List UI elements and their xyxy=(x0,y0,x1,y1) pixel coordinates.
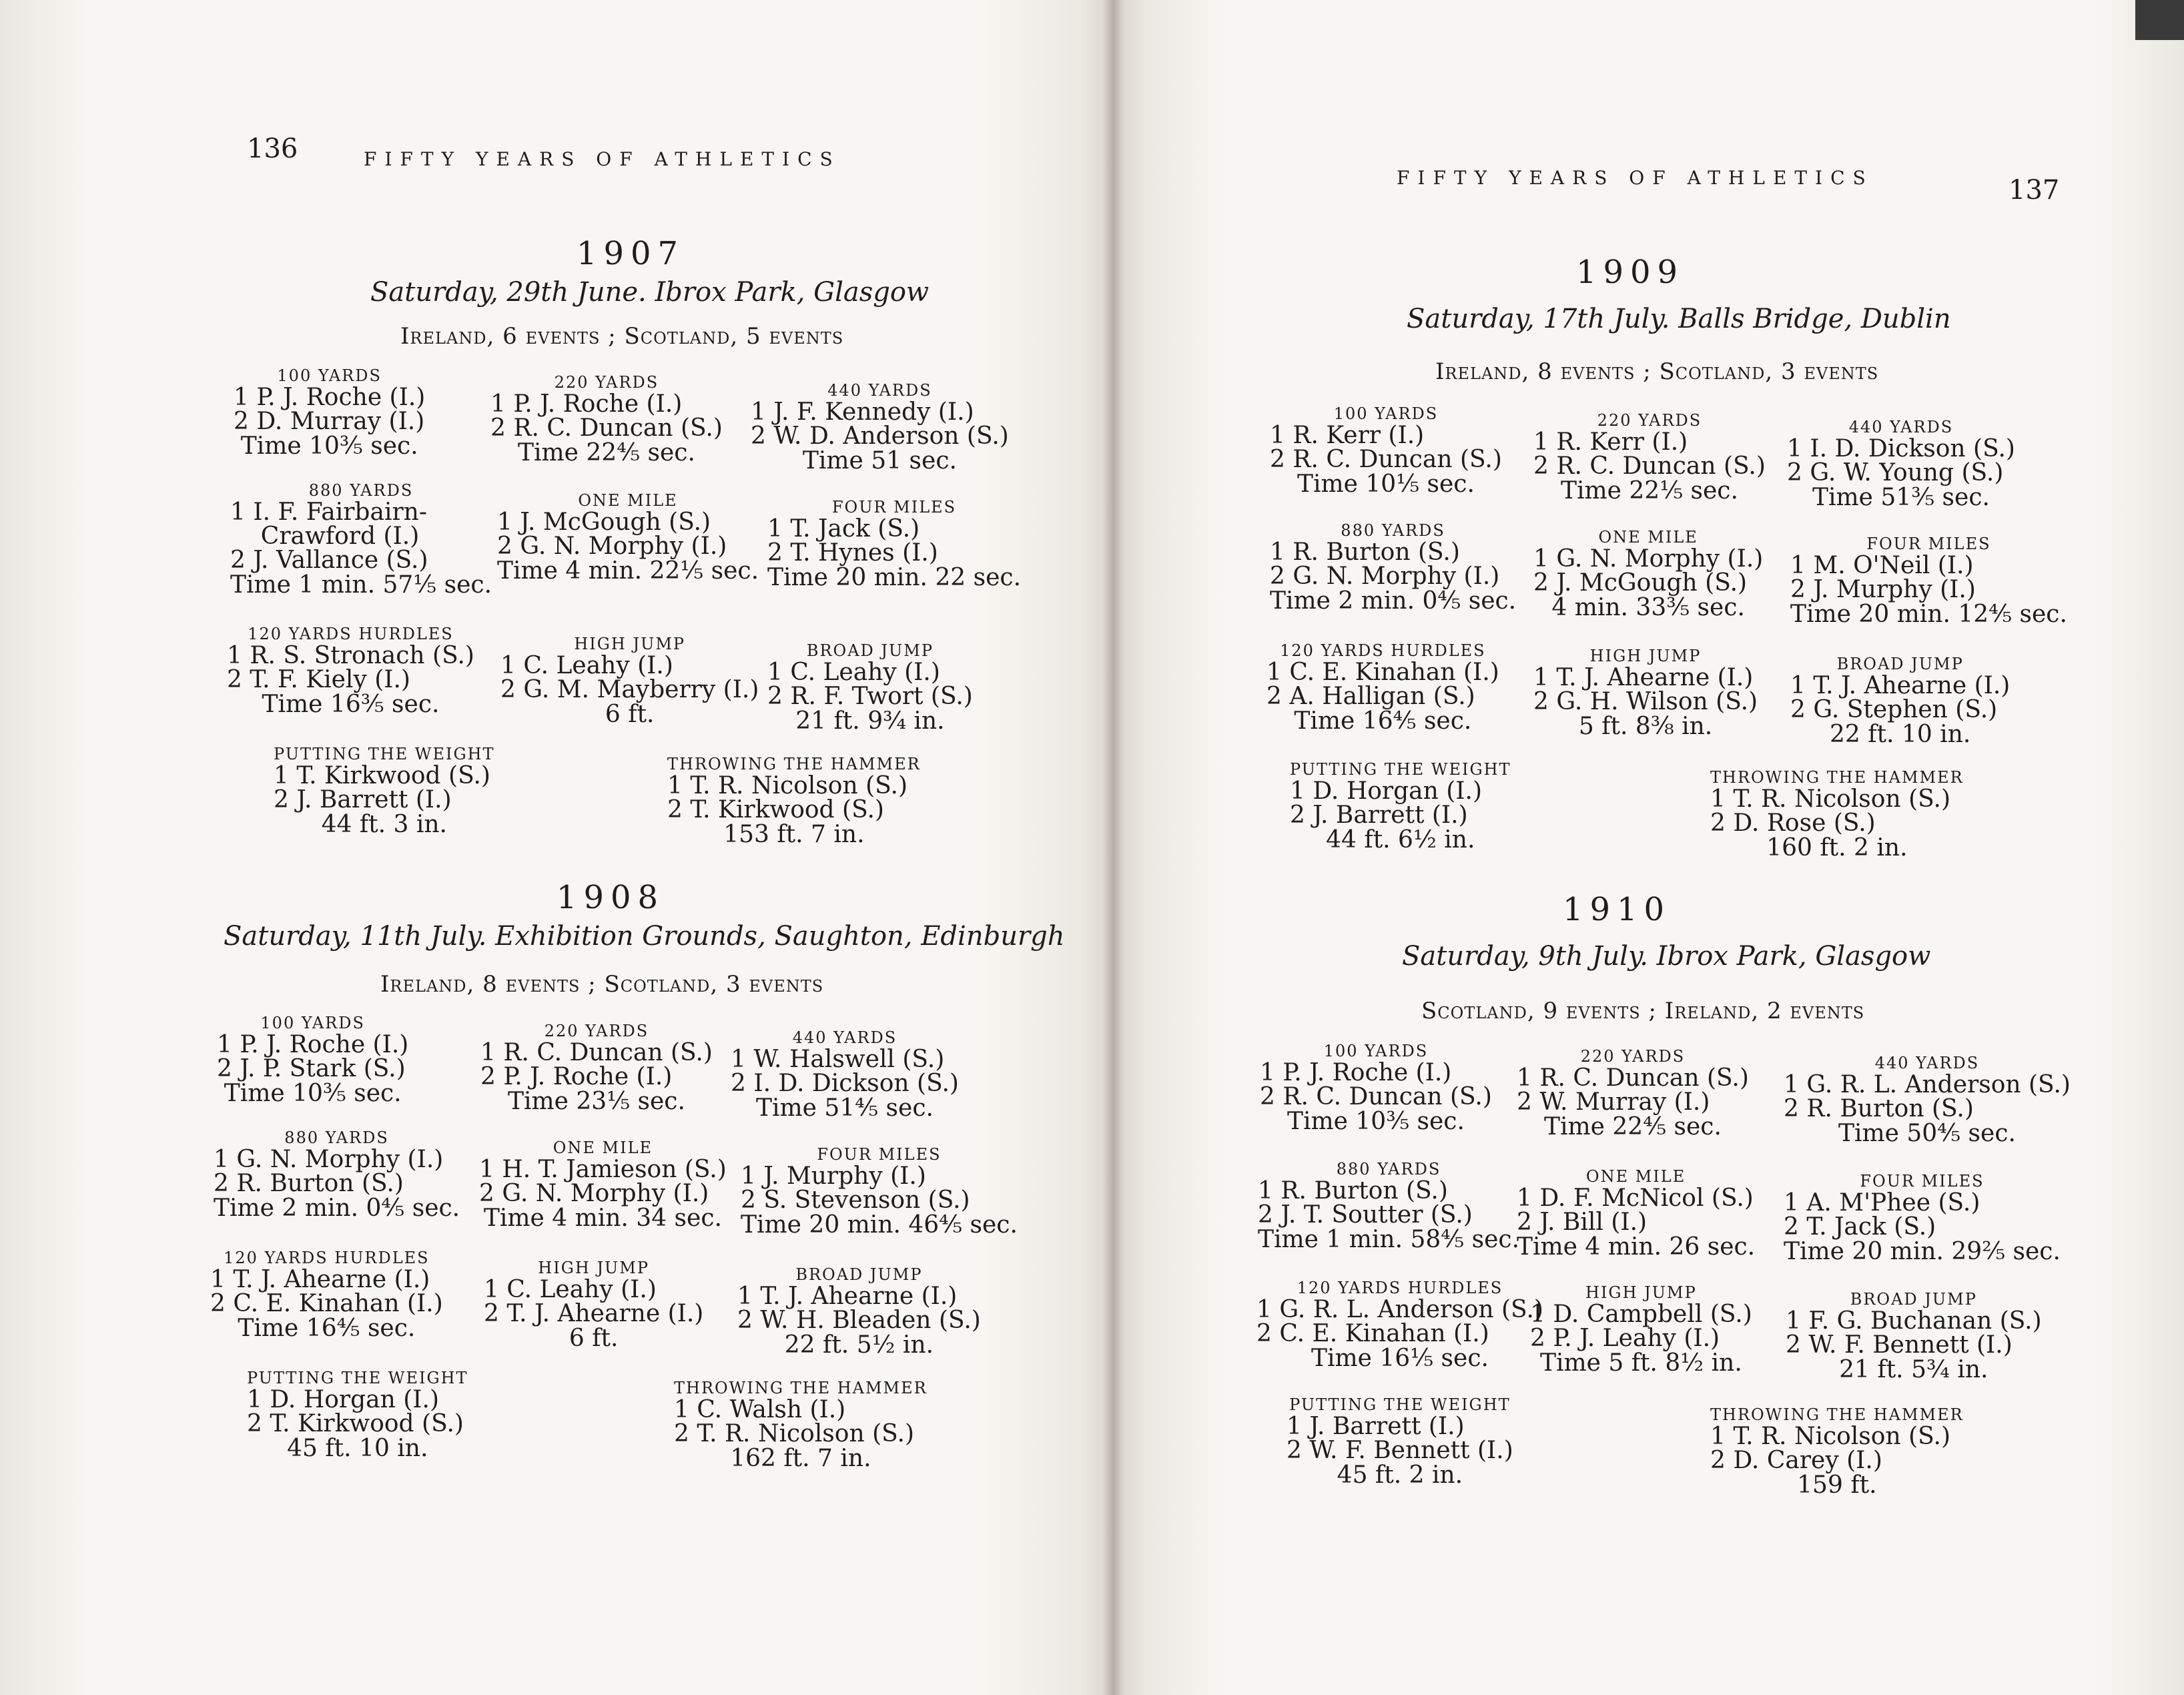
event-title: 100 YARDS xyxy=(1323,1042,1429,1060)
event-result: Time 16⅘ sec. xyxy=(1294,707,1472,735)
event-block xyxy=(1517,1046,1749,1140)
placing-line: 1 R. Burton (S.) xyxy=(1258,1177,1448,1205)
event-block xyxy=(234,366,425,459)
year-heading: 1910 xyxy=(1562,891,1672,928)
placing-line: 2 D. Rose (S.) xyxy=(1710,809,1876,837)
event-title: THROWING THE HAMMER xyxy=(1710,1405,1964,1424)
placing-line: 1 G. R. L. Anderson (S.) xyxy=(1256,1296,1543,1323)
event-result: Time 4 min. 26 sec. xyxy=(1517,1233,1756,1261)
event-block xyxy=(1533,646,1758,739)
event-block xyxy=(1790,534,2067,627)
placing-line: 2 G. W. Young (S.) xyxy=(1787,459,2004,486)
placing-line: 2 G. H. Wilson (S.) xyxy=(1533,688,1758,715)
event-result: 22 ft. 10 in. xyxy=(1830,721,1971,748)
placing-line: 2 G. Stephen (S.) xyxy=(1790,696,1998,723)
event-block xyxy=(210,1248,443,1341)
placing-line: 1 T. J. Ahearne (I.) xyxy=(1790,672,2011,699)
event-result: Time 10⅕ sec. xyxy=(1297,470,1475,498)
placing-line: 1 T. J. Ahearne (I.) xyxy=(210,1266,430,1293)
placing-line: 2 D. Murray (I.) xyxy=(234,408,425,435)
event-block xyxy=(490,372,723,466)
event-result: Time 4 min. 34 sec. xyxy=(483,1205,722,1232)
placing-line: 1 R. C. Duncan (S.) xyxy=(1517,1064,1749,1092)
event-block xyxy=(1533,410,1766,504)
event-result: 160 ft. 2 in. xyxy=(1766,834,1908,862)
placing-line: 2 G. N. Morphy (I.) xyxy=(1270,563,1500,590)
event-block xyxy=(767,497,1021,591)
placing-line: 1 M. O'Neil (I.) xyxy=(1790,552,1974,579)
placing-line: 2 T. Jack (S.) xyxy=(1784,1213,1936,1241)
event-block xyxy=(480,1021,713,1114)
event-result: Time 20 min. 22 sec. xyxy=(767,564,1022,591)
placing-line: 1 R. C. Duncan (S.) xyxy=(480,1039,713,1066)
event-title: HIGH JUMP xyxy=(1585,1283,1697,1302)
event-title: 120 YARDS HURDLES xyxy=(224,1249,430,1267)
event-result: Time 4 min. 22⅕ sec. xyxy=(497,557,759,585)
placing-line: 2 W. F. Bennett (I.) xyxy=(1786,1331,2013,1359)
placing-line: 2 J. Bill (I.) xyxy=(1517,1209,1648,1236)
placing-line: 1 G. N. Morphy (I.) xyxy=(214,1146,444,1173)
placing-line: 2 R. C. Duncan (S.) xyxy=(1533,452,1766,480)
event-block xyxy=(230,480,492,598)
event-title: 100 YARDS xyxy=(277,366,382,385)
placing-line: 1 C. Leahy (I.) xyxy=(767,659,940,686)
placing-line: 1 H. T. Jamieson (S.) xyxy=(479,1156,727,1183)
placing-line: 2 T. J. Ahearne (I.) xyxy=(484,1300,704,1327)
placing-line: 2 R. Burton (S.) xyxy=(214,1170,404,1197)
event-title: BROAD JUMP xyxy=(795,1265,923,1284)
event-title: PUTTING THE WEIGHT xyxy=(1289,1395,1511,1414)
placing-line: 2 T. R. Nicolson (S.) xyxy=(674,1420,914,1447)
event-result: 4 min. 33⅗ sec. xyxy=(1551,594,1745,621)
event-block xyxy=(1270,404,1502,497)
event-block xyxy=(1784,1053,2071,1146)
running-head: FIFTY YEARS OF ATHLETICS xyxy=(364,148,841,170)
placing-line: 1 I. F. Fairbairn- xyxy=(230,498,428,526)
event-block xyxy=(1256,1278,1543,1371)
placing-line: 1 R. Kerr (I.) xyxy=(1270,422,1425,449)
score-line: Ireland, 6 events ; Scotland, 5 events xyxy=(400,323,844,350)
event-title: FOUR MILES xyxy=(1866,535,1991,553)
event-title: 440 YARDS xyxy=(1848,418,1954,436)
event-result: 6 ft. xyxy=(605,701,655,728)
event-title: FOUR MILES xyxy=(831,498,957,517)
event-block xyxy=(731,1028,959,1121)
placing-line: 1 J. McGough (S.) xyxy=(497,508,711,536)
event-block xyxy=(497,490,759,584)
event-result: Time 23⅕ sec. xyxy=(507,1088,685,1115)
event-block xyxy=(1787,417,2015,511)
event-title: 880 YARDS xyxy=(308,481,414,500)
event-result: Time 16⅗ sec. xyxy=(262,691,440,718)
event-title: 880 YARDS xyxy=(1336,1160,1441,1178)
placing-line: 1 T. R. Nicolson (S.) xyxy=(1710,1423,1950,1450)
event-block xyxy=(1517,1166,1755,1260)
placing-line: 2 G. N. Morphy (I.) xyxy=(497,533,727,560)
event-block xyxy=(479,1138,727,1231)
placing-line: 2 W. Murray (I.) xyxy=(1517,1088,1710,1116)
event-result: Time 10⅗ sec. xyxy=(224,1080,402,1107)
placing-line: 1 R. Burton (S.) xyxy=(1270,539,1460,566)
event-title: PUTTING THE WEIGHT xyxy=(1290,760,1511,779)
placing-line: 1 W. Halswell (S.) xyxy=(731,1046,945,1073)
event-title: 880 YARDS xyxy=(1341,521,1445,540)
event-block xyxy=(674,1378,928,1471)
placing-line: 1 D. Horgan (I.) xyxy=(1290,777,1482,805)
event-title: FOUR MILES xyxy=(1860,1172,1984,1191)
event-title: BROAD JUMP xyxy=(806,641,934,660)
event-result: Time 20 min. 46⅘ sec. xyxy=(741,1211,1018,1239)
event-result: 21 ft. 5¾ in. xyxy=(1839,1356,1988,1383)
placing-line: 1 I. D. Dickson (S.) xyxy=(1787,435,2015,462)
placing-line: 1 R. Kerr (I.) xyxy=(1533,428,1688,456)
placing-line: 2 I. D. Dickson (S.) xyxy=(731,1070,959,1097)
event-result: Time 1 min. 57⅕ sec. xyxy=(230,571,492,599)
event-block xyxy=(1533,527,1763,621)
event-title: HIGH JUMP xyxy=(574,635,686,653)
event-result: Time 16⅘ sec. xyxy=(238,1315,416,1342)
placing-line: 1 T. J. Ahearne (I.) xyxy=(1533,664,1754,691)
event-result: 45 ft. 2 in. xyxy=(1337,1461,1463,1489)
placing-line: 1 C. E. Kinahan (I.) xyxy=(1266,659,1499,686)
placing-line: 2 C. E. Kinahan (I.) xyxy=(1256,1320,1489,1347)
event-title: 120 YARDS HURDLES xyxy=(248,625,454,643)
page-number: 137 xyxy=(2009,175,2060,206)
event-result: Time 51 sec. xyxy=(802,447,957,474)
event-result: 5 ft. 8⅜ in. xyxy=(1578,713,1713,740)
score-line: Scotland, 9 events ; Ireland, 2 events xyxy=(1421,998,1865,1024)
event-title: BROAD JUMP xyxy=(1850,1290,1977,1309)
placing-line: 2 J. Barrett (I.) xyxy=(274,786,452,813)
placing-line: 1 C. Leahy (I.) xyxy=(484,1276,657,1303)
placing-line: 1 J. Murphy (I.) xyxy=(741,1162,926,1190)
event-result: 153 ft. 7 in. xyxy=(723,821,865,848)
score-line: Ireland, 8 events ; Scotland, 3 events xyxy=(380,971,824,998)
placing-line: 1 T. Jack (S.) xyxy=(767,515,920,543)
placing-line: 2 A. Halligan (S.) xyxy=(1266,683,1475,710)
event-result: Time 10⅗ sec. xyxy=(240,432,418,460)
placing-line: 2 S. Stevenson (S.) xyxy=(741,1186,970,1214)
event-title: THROWING THE HAMMER xyxy=(674,1379,928,1397)
placing-line: 2 J. Vallance (S.) xyxy=(230,547,428,574)
placing-line: 1 C. Walsh (I.) xyxy=(674,1396,846,1423)
event-title: 100 YARDS xyxy=(260,1014,365,1032)
placing-line: 1 T. Kirkwood (S.) xyxy=(274,762,490,789)
event-block xyxy=(214,1128,460,1221)
event-title: ONE MILE xyxy=(553,1138,653,1157)
year-heading: 1908 xyxy=(556,879,665,916)
event-title: THROWING THE HAMMER xyxy=(1710,768,1964,787)
placing-line: 2 R. Burton (S.) xyxy=(1784,1095,1974,1122)
placing-line: 2 J. Barrett (I.) xyxy=(1290,801,1468,829)
event-result: Time 2 min. 0⅘ sec. xyxy=(214,1195,460,1222)
placing-line: 2 T. Kirkwood (S.) xyxy=(667,796,884,823)
placing-line: 1 F. G. Buchanan (S.) xyxy=(1786,1307,2042,1335)
event-title: 220 YARDS xyxy=(1597,411,1702,430)
event-block xyxy=(247,1368,468,1461)
placing-line: 1 T. R. Nicolson (S.) xyxy=(1710,785,1950,813)
event-title: ONE MILE xyxy=(1585,1167,1686,1186)
placing-line: 1 D. Horgan (I.) xyxy=(247,1386,439,1413)
event-block xyxy=(1290,759,1511,853)
event-block xyxy=(1258,1159,1519,1253)
placing-line: 2 J. T. Soutter (S.) xyxy=(1258,1201,1473,1229)
placing-line: 2 R. C. Duncan (S.) xyxy=(1270,446,1502,473)
event-result: 44 ft. 3 in. xyxy=(321,811,447,838)
event-block xyxy=(767,641,973,734)
placing-line: 2 R. C. Duncan (S.) xyxy=(490,414,723,442)
event-result: 6 ft. xyxy=(569,1325,619,1352)
event-block xyxy=(1530,1283,1752,1376)
event-title: 100 YARDS xyxy=(1333,404,1439,423)
event-block xyxy=(1710,1405,1964,1498)
meet-line: Saturday, 17th July. Balls Bridge, Dublin xyxy=(1407,304,1951,334)
event-block xyxy=(741,1144,1018,1238)
placing-line: 2 T. F. Kiely (I.) xyxy=(227,666,410,693)
event-block xyxy=(274,744,495,837)
placing-line: 2 T. Hynes (I.) xyxy=(767,539,938,567)
event-title: 440 YARDS xyxy=(1874,1054,1980,1072)
event-block xyxy=(227,624,474,717)
placing-line: 1 D. F. McNicol (S.) xyxy=(1517,1184,1754,1212)
placing-line: 2 W. D. Anderson (S.) xyxy=(751,422,1009,450)
event-result: Time 51⅗ sec. xyxy=(1812,484,1990,511)
event-title: 120 YARDS HURDLES xyxy=(1297,1279,1503,1297)
event-title: 440 YARDS xyxy=(827,381,932,400)
placing-line: 2 W. H. Bleaden (S.) xyxy=(737,1307,981,1334)
event-block xyxy=(217,1013,408,1106)
placing-line: 1 P. J. Roche (I.) xyxy=(217,1031,409,1058)
event-title: PUTTING THE WEIGHT xyxy=(274,745,495,763)
book-gutter xyxy=(1102,0,1124,1695)
placing-line: 1 T. R. Nicolson (S.) xyxy=(667,772,907,799)
placing-line: 1 G. R. L. Anderson (S.) xyxy=(1784,1071,2071,1098)
event-title: THROWING THE HAMMER xyxy=(667,755,921,773)
event-title: ONE MILE xyxy=(578,491,678,510)
year-heading: 1907 xyxy=(576,235,685,272)
event-result: Time 5 ft. 8½ in. xyxy=(1539,1349,1742,1377)
event-block xyxy=(667,754,921,848)
event-title: 440 YARDS xyxy=(792,1028,897,1047)
event-result: Time 50⅘ sec. xyxy=(1838,1120,2016,1147)
event-title: 220 YARDS xyxy=(544,1022,649,1040)
placing-line: 1 G. N. Morphy (I.) xyxy=(1533,545,1764,573)
meet-line: Saturday, 11th July. Exhibition Grounds, Saughton, Edinburgh xyxy=(224,921,1065,952)
placing-line: Crawford (I.) xyxy=(230,523,420,550)
event-title: HIGH JUMP xyxy=(1589,647,1702,665)
event-title: 220 YARDS xyxy=(1580,1047,1686,1066)
event-result: 21 ft. 9¾ in. xyxy=(795,707,945,735)
placing-line: 1 P. J. Roche (I.) xyxy=(234,384,426,411)
placing-line: 2 P. J. Roche (I.) xyxy=(480,1063,673,1090)
background-edge xyxy=(2135,0,2184,40)
placing-line: 1 C. Leahy (I.) xyxy=(500,652,673,679)
placing-line: 2 R. C. Duncan (S.) xyxy=(1260,1083,1492,1110)
event-result: Time 20 min. 29⅖ sec. xyxy=(1784,1238,2061,1265)
placing-line: 1 R. S. Stronach (S.) xyxy=(227,642,474,669)
event-title: 220 YARDS xyxy=(554,373,659,392)
placing-line: 2 R. F. Twort (S.) xyxy=(767,683,973,710)
score-line: Ireland, 8 events ; Scotland, 3 events xyxy=(1435,358,1879,385)
event-result: 45 ft. 10 in. xyxy=(287,1435,428,1462)
placing-line: 1 A. M'Phee (S.) xyxy=(1784,1189,1980,1217)
right-page xyxy=(1113,0,2184,1695)
meet-line: Saturday, 9th July. Ibrox Park, Glasgow xyxy=(1402,941,1931,972)
placing-line: 1 T. J. Ahearne (I.) xyxy=(737,1283,958,1310)
placing-line: 2 G. N. Morphy (I.) xyxy=(479,1180,709,1207)
placing-line: 2 C. E. Kinahan (I.) xyxy=(210,1290,443,1317)
event-title: 880 YARDS xyxy=(284,1128,389,1147)
placing-line: 2 W. F. Bennett (I.) xyxy=(1287,1437,1513,1464)
event-result: Time 51⅘ sec. xyxy=(756,1094,934,1122)
event-result: 44 ft. 6½ in. xyxy=(1326,826,1475,854)
event-block xyxy=(1784,1171,2061,1265)
event-block xyxy=(1786,1289,2042,1383)
event-block xyxy=(1270,521,1516,614)
placing-line: 2 G. M. Mayberry (I.) xyxy=(500,676,759,703)
running-head: FIFTY YEARS OF ATHLETICS xyxy=(1397,167,1874,189)
placing-line: 1 P. J. Roche (I.) xyxy=(490,390,683,418)
event-title: HIGH JUMP xyxy=(538,1259,650,1277)
event-title: FOUR MILES xyxy=(817,1145,942,1164)
placing-line: 2 P. J. Leahy (I.) xyxy=(1530,1325,1720,1352)
event-title: ONE MILE xyxy=(1598,528,1698,547)
event-block xyxy=(737,1265,981,1358)
event-title: BROAD JUMP xyxy=(1836,655,1964,673)
placing-line: 1 J. Barrett (I.) xyxy=(1287,1413,1465,1440)
event-block xyxy=(1260,1041,1492,1134)
placing-line: 2 T. Kirkwood (S.) xyxy=(247,1410,464,1437)
event-result: Time 10⅗ sec. xyxy=(1287,1108,1465,1135)
event-block xyxy=(484,1258,703,1351)
event-title: PUTTING THE WEIGHT xyxy=(247,1369,468,1387)
placing-line: 1 P. J. Roche (I.) xyxy=(1260,1059,1452,1086)
year-heading: 1909 xyxy=(1575,254,1685,291)
placing-line: 2 J. McGough (S.) xyxy=(1533,569,1748,597)
event-block xyxy=(500,634,759,727)
event-result: 159 ft. xyxy=(1797,1471,1877,1499)
event-block xyxy=(1287,1395,1513,1488)
placing-line: 1 D. Campbell (S.) xyxy=(1530,1301,1752,1328)
event-result: Time 16⅕ sec. xyxy=(1311,1345,1489,1372)
event-result: Time 2 min. 0⅘ sec. xyxy=(1270,587,1517,615)
placing-line: 1 J. F. Kennedy (I.) xyxy=(751,398,974,426)
event-result: 162 ft. 7 in. xyxy=(730,1445,871,1472)
event-block xyxy=(1710,767,1964,861)
event-block xyxy=(1266,641,1499,734)
event-result: Time 1 min. 58⅘ sec. xyxy=(1258,1226,1520,1253)
event-result: 22 ft. 5½ in. xyxy=(784,1331,934,1359)
placing-line: 2 D. Carey (I.) xyxy=(1710,1447,1882,1474)
event-block xyxy=(751,380,1009,474)
meet-line: Saturday, 29th June. Ibrox Park, Glasgow xyxy=(370,277,930,308)
placing-line: 2 J. Murphy (I.) xyxy=(1790,576,1976,603)
event-result: Time 20 min. 12⅘ sec. xyxy=(1790,601,2067,628)
page-number: 136 xyxy=(247,133,298,164)
placing-line: 2 J. P. Stark (S.) xyxy=(217,1055,406,1082)
event-result: Time 22⅕ sec. xyxy=(1560,477,1738,504)
event-result: Time 22⅘ sec. xyxy=(1543,1113,1722,1140)
event-title: 120 YARDS HURDLES xyxy=(1280,641,1486,660)
event-block xyxy=(1790,654,2010,747)
event-result: Time 22⅘ sec. xyxy=(517,439,695,466)
